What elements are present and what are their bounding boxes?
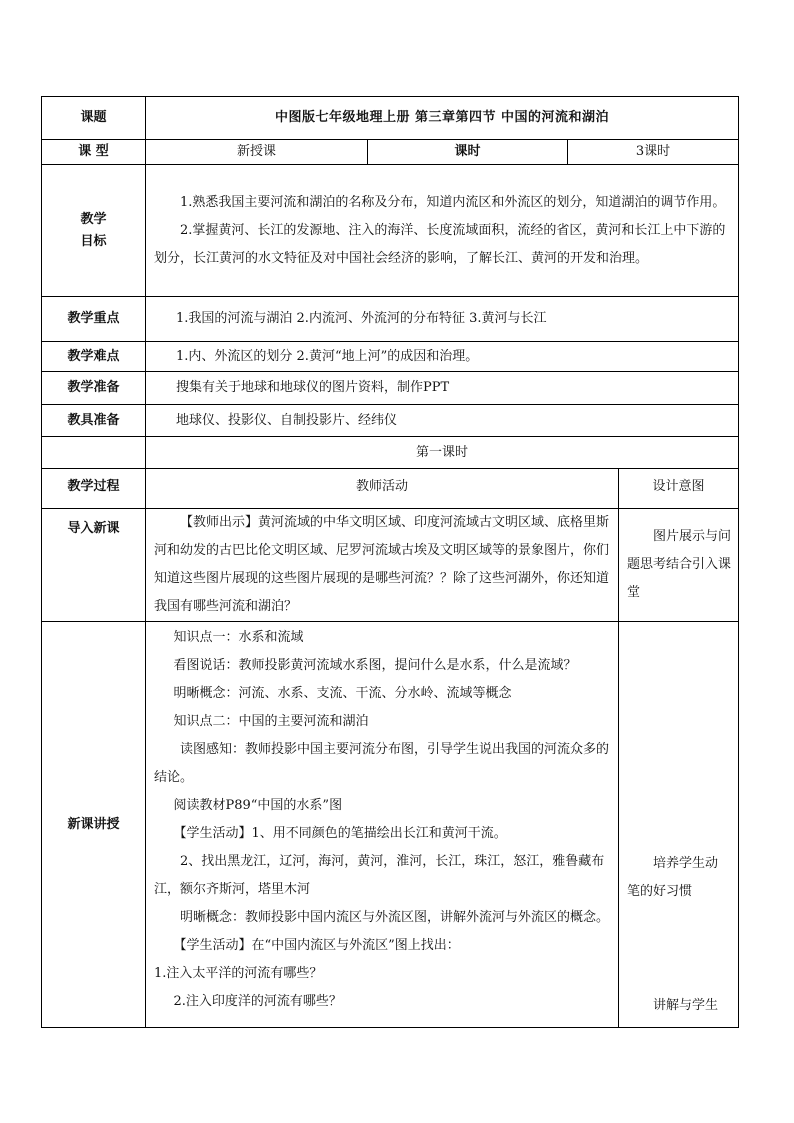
new-lesson-line-7: 【学生活动】1、用不同颜色的笔描绘出长江和黄河干流。 xyxy=(173,826,507,841)
tools-prep-value: 地球仪、投影仪、自制投影片、经纬仪 xyxy=(146,405,739,437)
intro-intent: 图片展示与问题思考结合引入课堂 xyxy=(619,509,739,622)
tools-prep-row xyxy=(42,405,739,437)
tools-prep-label: 教具准备 xyxy=(42,405,146,437)
new-lesson-content xyxy=(146,622,619,1028)
objectives-content xyxy=(146,165,739,297)
new-lesson-line-12: 2.注入印度洋的河流有哪些？ xyxy=(173,994,342,1009)
new-lesson-line-3: 明晰概念：河流、水系、支流、干流、分水岭、流域等概念 xyxy=(173,686,512,701)
objectives-label: 教学 目标 xyxy=(42,165,146,297)
intro-row xyxy=(42,509,739,622)
topic-label: 课题 xyxy=(42,97,146,140)
objective-1: 1.熟悉我国主要河流和湖泊的名称及分布，知道内流区和外流区的划分，知道湖泊的调节作用。 xyxy=(180,194,726,210)
objective-2: 2.掌握黄河、长江的发源地、注入的海洋、长度流域面积，流经的省区，黄河和长江上中下游的划分，长江黄河的水文特征及对中国社会经济的影响，了解长江、黄河的开发和治理。 xyxy=(154,222,726,266)
new-lesson-line-5: 读图感知：教师投影中国主要河流分布图，引导学生说出我国的河流众多的结论。 xyxy=(154,742,610,785)
new-lesson-intent-2: 讲解与学生 xyxy=(653,998,719,1013)
teaching-prep-row xyxy=(42,372,739,405)
lesson-title: 中图版七年级地理上册 第三章第四节 中国的河流和湖泊 xyxy=(146,97,739,140)
difficult-points-value: 1.内、外流区的划分 2.黄河“地上河”的成因和治理。 xyxy=(146,342,739,372)
section-blank-cell xyxy=(42,437,146,469)
key-points-label: 教学重点 xyxy=(42,297,146,342)
new-lesson-line-2: 看图说话：教师投影黄河流域水系图，提问什么是水系，什么是流域？ xyxy=(173,658,577,673)
new-lesson-line-9: 明晰概念：教师投影中国内流区与外流区图，讲解外流河与外流区的概念。 xyxy=(180,910,610,925)
teaching-prep-label: 教学准备 xyxy=(42,372,146,405)
difficult-points-label: 教学难点 xyxy=(42,342,146,372)
new-lesson-intent xyxy=(619,622,739,1028)
topic-row xyxy=(42,97,739,140)
section-title-row xyxy=(42,437,739,469)
new-lesson-row xyxy=(42,622,739,1028)
intro-label: 导入新课 xyxy=(42,509,146,622)
type-value: 新授课 xyxy=(146,140,368,165)
hours-value: 3课时 xyxy=(568,140,739,165)
objectives-row xyxy=(42,165,739,297)
new-lesson-intent-1: 培养学生动笔的好习惯 xyxy=(627,856,719,899)
type-label: 课 型 xyxy=(42,140,146,165)
section-title: 第一课时 xyxy=(146,437,739,469)
new-lesson-line-8: 2、找出黑龙江，辽河，海河，黄河，淮河，长江，珠江，怒江，雅鲁藏布江，额尔齐斯河，塔里木河 xyxy=(154,854,605,897)
new-lesson-line-4: 知识点二：中国的主要河流和湖泊 xyxy=(173,714,369,729)
key-points-row xyxy=(42,297,739,342)
process-header-row xyxy=(42,469,739,509)
type-row xyxy=(42,140,739,165)
intro-content xyxy=(146,509,619,622)
new-lesson-line-11: 1.注入太平洋的河流有哪些？ xyxy=(154,966,323,981)
difficult-points-row xyxy=(42,342,739,372)
teaching-prep-value: 搜集有关于地球和地球仪的图片资料，制作PPT xyxy=(146,372,739,405)
new-lesson-line-1: 知识点一：水系和流域 xyxy=(173,630,304,645)
lesson-plan-table xyxy=(41,96,739,1028)
process-label: 教学过程 xyxy=(42,469,146,509)
key-points-value: 1.我国的河流与湖泊 2.内流河、外流河的分布特征 3.黄河与长江 xyxy=(146,297,739,342)
teacher-activity-header: 教师活动 xyxy=(146,469,619,509)
intro-text: 【教师出示】黄河流域的中华文明区域、印度河流域古文明区域、底格里斯河和幼发的古巴比伦文明区域、尼罗河流域古埃及文明区域等的景象图片，你们知道这些图片展现的这些图片展现的是哪些河流？？除了这些河湖外，你还知道我国有哪些河流和湖泊？ xyxy=(154,515,610,614)
new-lesson-line-10: 【学生活动】在“中国内流区与外流区”图上找出： xyxy=(173,938,460,953)
design-intent-header: 设计意图 xyxy=(619,469,739,509)
hours-label: 课时 xyxy=(368,140,568,165)
new-lesson-label: 新课讲授 xyxy=(42,622,146,1028)
new-lesson-line-6: 阅读教材P89“中国的水系”图 xyxy=(173,798,343,813)
